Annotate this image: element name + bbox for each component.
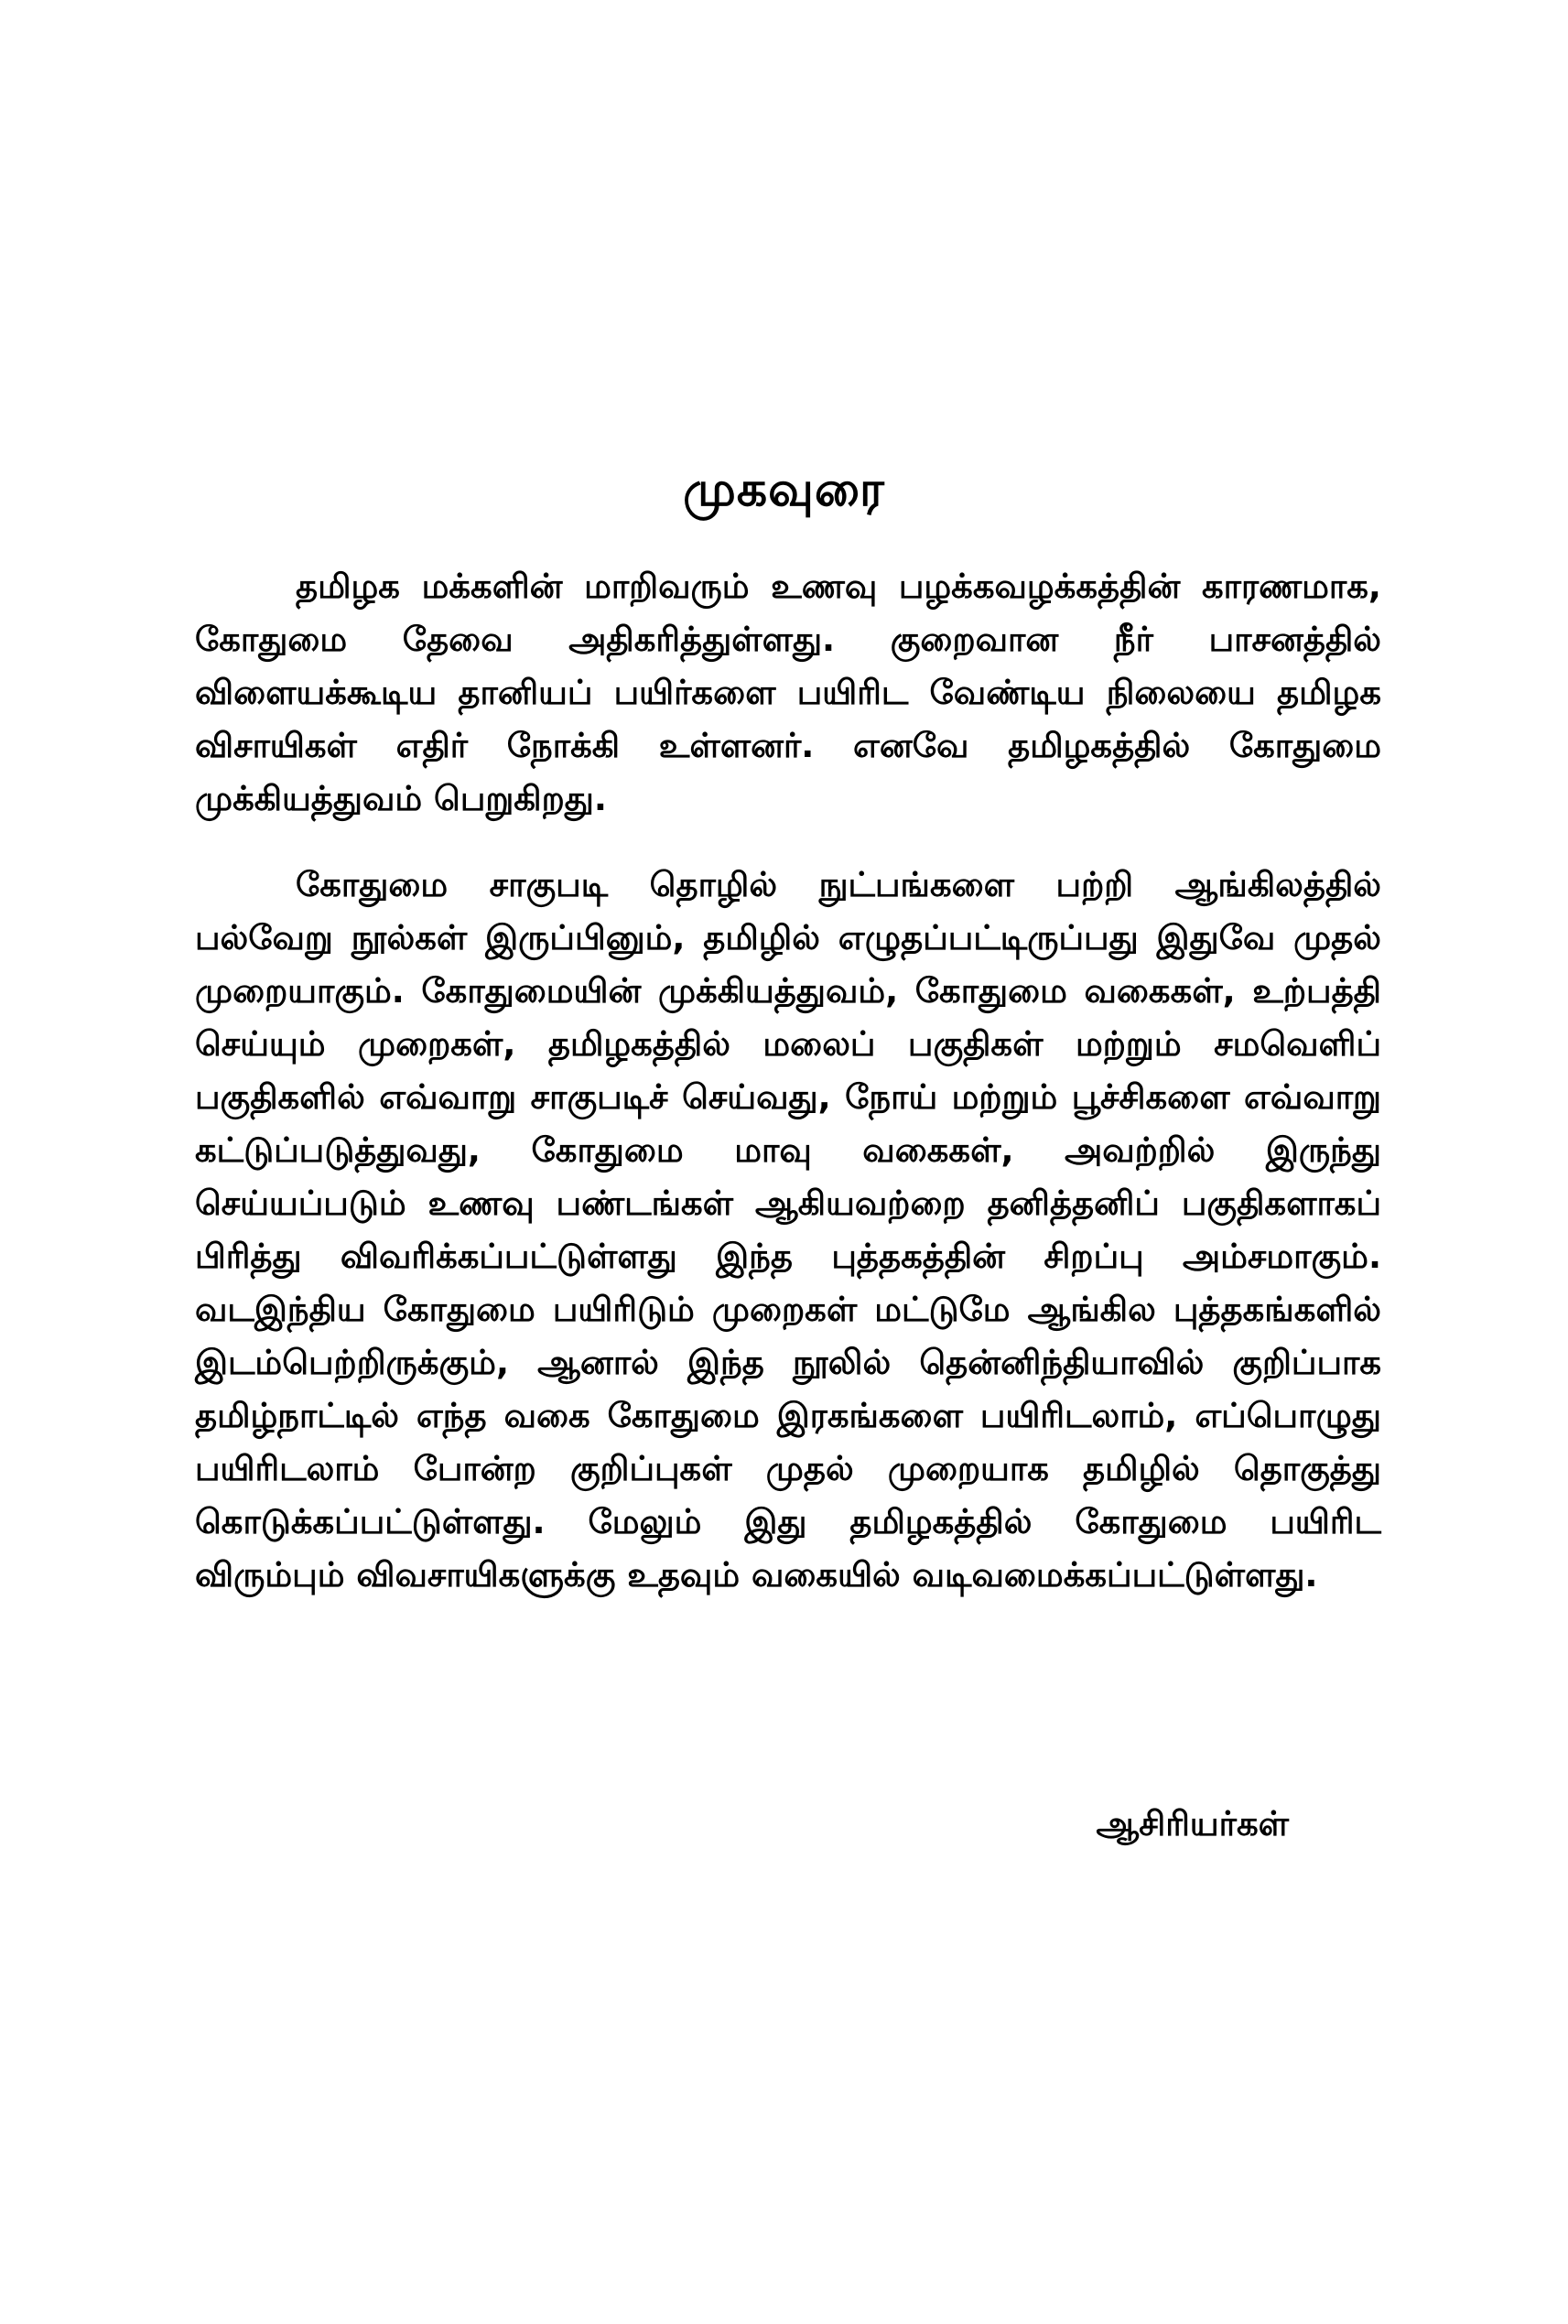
document-body — [195, 560, 1381, 1602]
author-signature: ஆசிரியர்கள் — [1096, 1804, 1289, 1843]
page-title: முகவுரை — [683, 462, 885, 517]
paragraph-1: தமிழக மக்களின் மாறிவரும் உணவு பழக்கவழக்கத்தின் காரணமாக, கோதுமை தேவை அதிகரித்துள்ளது. குறைவான நீர் பாசனத்தில் விளையக்கூடிய தானியப் பயிர்களை பயிரிட வேண்டிய நிலையை தமிழக விசாயிகள் எதிர் நோக்கி உள்ளனர். எனவே தமிழகத்தில் கோதுமை முக்கியத்துவம் பெறுகிறது. — [195, 567, 1381, 818]
paragraph-2: கோதுமை சாகுபடி தொழில் நுட்பங்களை பற்றி ஆங்கிலத்தில் பல்வேறு நூல்கள் இருப்பினும், தமிழில் எழுதப்பட்டிருப்பது இதுவே முதல் முறையாகும். கோதுமையின் முக்கியத்துவம், கோதுமை வகைகள், உற்பத்தி செய்யும் முறைகள், தமிழகத்தில் மலைப் பகுதிகள் மற்றும் சமவெளிப் பகுதிகளில் எவ்வாறு சாகுபடிச் செய்வது, நோய் மற்றும் பூச்சிகளை எவ்வாறு கட்டுப்படுத்துவது, கோதுமை மாவு வகைகள், அவற்றில் இருந்து செய்யப்படும் உணவு பண்டங்கள் ஆகியவற்றை தனித்தனிப் பகுதிகளாகப் பிரித்து விவரிக்கப்பட்டுள்ளது இந்த புத்தகத்தின் சிறப்பு அம்சமாகும். வடஇந்திய கோதுமை பயிரிடும் முறைகள் மட்டுமே ஆங்கில புத்தகங்களில் இடம்பெற்றிருக்கும், ஆனால் இந்த நூலில் தென்னிந்தியாவில் குறிப்பாக தமிழ்நாட்டில் எந்த வகை கோதுமை இரகங்களை பயிரிடலாம், எப்பொழுது பயிரிடலாம் போன்ற குறிப்புகள் முதல் முறையாக தமிழில் தொகுத்து கொடுக்கப்பட்டுள்ளது. மேலும் இது தமிழகத்தில் கோதுமை பயிரிட விரும்பும் விவசாயிகளுக்கு உதவும் வகையில் வடிவமைக்கப்பட்டுள்ளது. — [195, 865, 1381, 1594]
